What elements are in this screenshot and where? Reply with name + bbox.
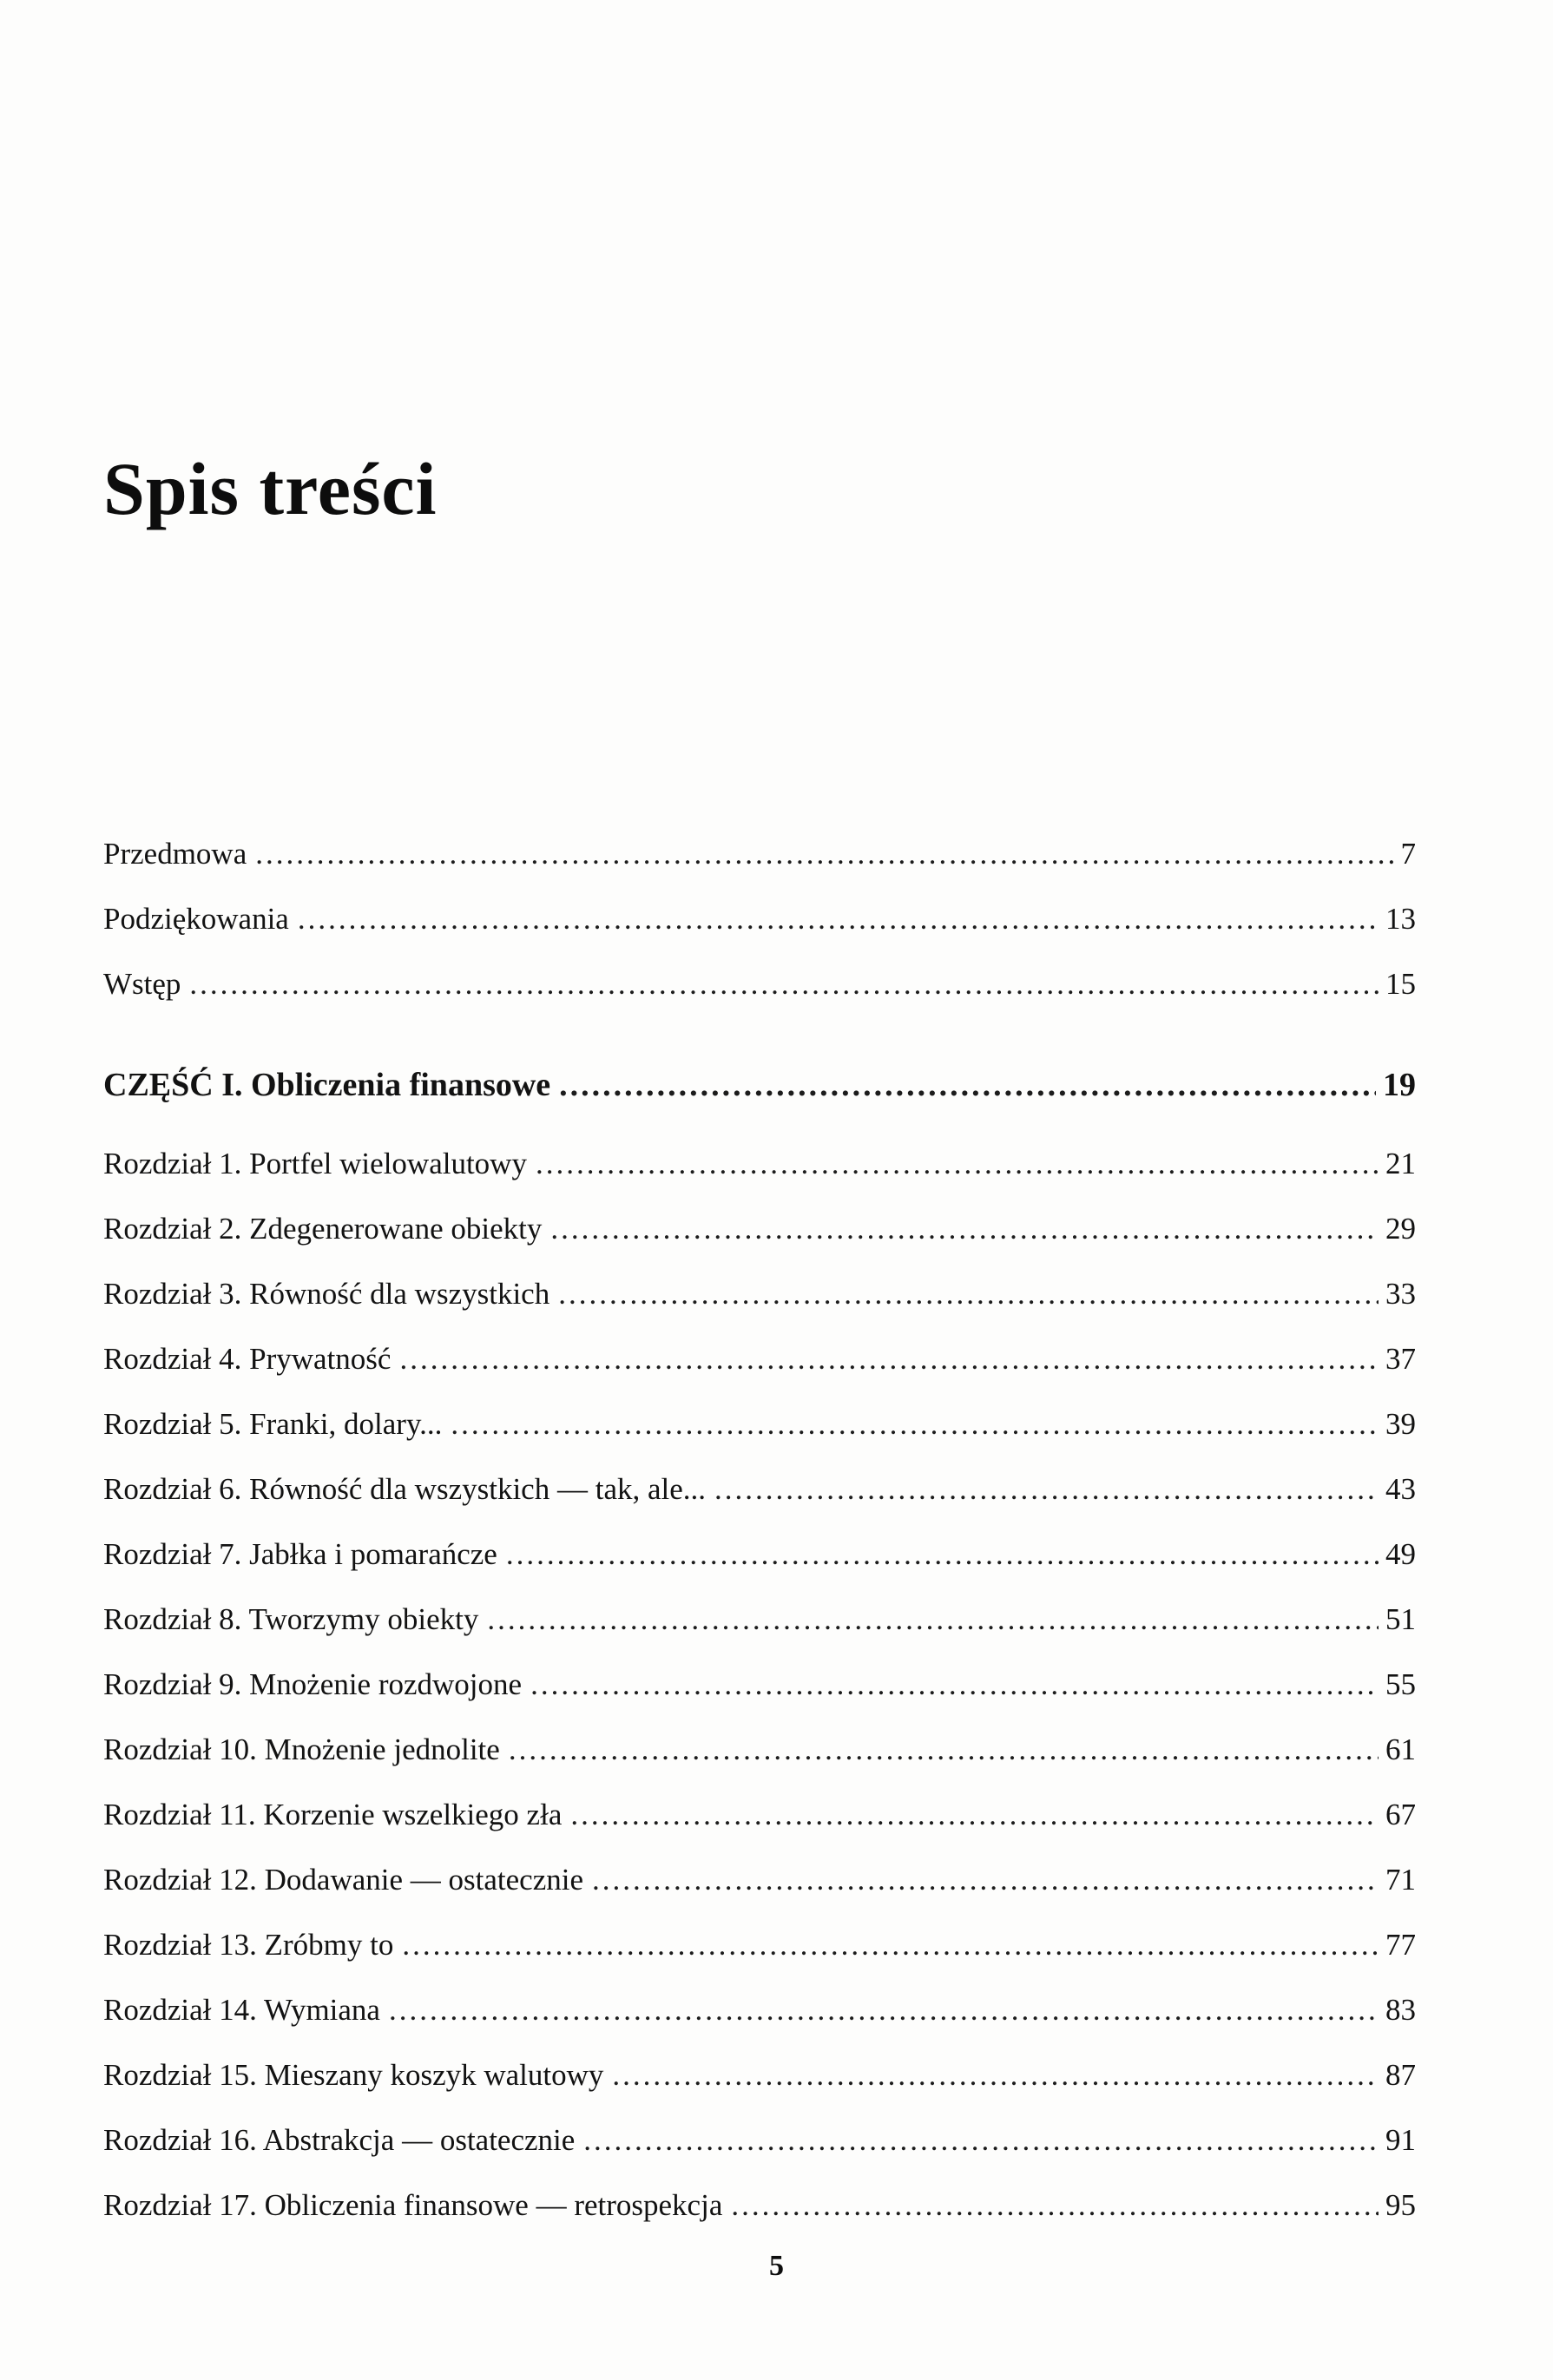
dot-leader (583, 2107, 1379, 2173)
dot-leader (487, 1587, 1379, 1652)
dot-leader (189, 951, 1379, 1016)
toc-entry-page: 21 (1385, 1147, 1416, 1180)
dot-leader (530, 1652, 1379, 1717)
toc-entry-label: Rozdział 9. Mnożenie rozdwojone (103, 1667, 523, 1701)
dot-leader (451, 1391, 1379, 1456)
toc-entry (103, 1456, 1416, 1522)
toc-entry-page: 33 (1385, 1277, 1416, 1311)
toc-entry-label: Rozdział 16. Abstrakcja — ostatecznie (103, 2123, 576, 2157)
toc-entry-page: 37 (1385, 1342, 1416, 1376)
toc-entry-label: Rozdział 13. Zróbmy to (103, 1928, 394, 1962)
toc-entry-label: Rozdział 11. Korzenie wszelkiego zła (103, 1798, 563, 1831)
dot-leader (558, 1261, 1379, 1326)
toc-entry-label: Rozdział 8. Tworzymy obiekty (103, 1602, 479, 1636)
toc-entry (103, 821, 1416, 886)
dot-leader (592, 1847, 1379, 1912)
toc-entry (103, 1196, 1416, 1261)
toc-entry-label: Rozdział 14. Wymiana (103, 1993, 380, 2027)
toc-entry (103, 1847, 1416, 1912)
toc-entry-page: 51 (1385, 1602, 1416, 1636)
toc-entry-page: 13 (1385, 902, 1416, 936)
toc-entry-page: 55 (1385, 1667, 1416, 1701)
toc-entry (103, 1717, 1416, 1782)
toc-entry (103, 1782, 1416, 1847)
toc-entry-page: 43 (1385, 1472, 1416, 1506)
toc-entry-label: Rozdział 12. Dodawanie — ostatecznie (103, 1863, 583, 1897)
toc-entry (103, 1912, 1416, 1977)
toc-entry (103, 886, 1416, 951)
chapters-section (103, 1131, 1416, 2238)
dot-leader (536, 1131, 1379, 1196)
toc-entry (103, 1131, 1416, 1196)
page-number: 5 (769, 2250, 784, 2282)
toc-entry-page: 83 (1385, 1993, 1416, 2027)
toc-entry (103, 2173, 1416, 2238)
toc-entry-label: Rozdział 3. Równość dla wszystkich (103, 1277, 550, 1311)
toc-entry (103, 951, 1416, 1016)
toc-entry (103, 2107, 1416, 2173)
toc-entry-label: Rozdział 15. Mieszany koszyk walutowy (103, 2058, 604, 2092)
toc-entry-label: Rozdział 10. Mnożenie jednolite (103, 1732, 500, 1766)
page-title: Spis treści (103, 447, 438, 530)
toc-entry-page: 39 (1385, 1407, 1416, 1441)
toc-entry-page: 77 (1385, 1928, 1416, 1962)
dot-leader (550, 1196, 1379, 1261)
dot-leader (389, 1977, 1379, 2042)
toc-entry (103, 1977, 1416, 2042)
toc-entry-page: 91 (1385, 2123, 1416, 2157)
dot-leader (509, 1717, 1379, 1782)
dot-leader (298, 886, 1379, 951)
toc-entry-page: 87 (1385, 2058, 1416, 2092)
toc-entry (103, 1652, 1416, 1717)
toc-entry-page: 29 (1385, 1212, 1416, 1246)
dot-leader (570, 1782, 1379, 1847)
toc-entry (103, 1587, 1416, 1652)
toc-entry-label: Rozdział 2. Zdegenerowane obiekty (103, 1212, 543, 1246)
toc-entry-page: 95 (1385, 2188, 1416, 2222)
toc-entry (103, 2042, 1416, 2107)
toc-entry-label: Rozdział 4. Prywatność (103, 1342, 392, 1376)
toc-entry-page: 15 (1385, 967, 1416, 1001)
dot-leader (612, 2042, 1379, 2107)
toc-entry (103, 1391, 1416, 1456)
toc-entry-page: 71 (1385, 1863, 1416, 1897)
toc-entry-page: 67 (1385, 1798, 1416, 1831)
dot-leader (714, 1456, 1379, 1522)
toc-entry (103, 1049, 1416, 1121)
dot-leader (399, 1326, 1379, 1391)
dot-leader (255, 821, 1393, 886)
toc-entry-label: Rozdział 1. Portfel wielowalutowy (103, 1147, 527, 1180)
toc-entry-label: Rozdział 7. Jabłka i pomarańcze (103, 1537, 497, 1571)
toc-list (103, 821, 1416, 2238)
dot-leader (506, 1522, 1379, 1587)
toc-entry-label: Podziękowania (103, 902, 289, 936)
front-matter-section (103, 821, 1416, 1016)
toc-entry-label: Rozdział 17. Obliczenia finansowe — retrospekcja (103, 2188, 723, 2222)
toc-entry-label: CZĘŚĆ I. Obliczenia finansowe (103, 1067, 551, 1103)
toc-entry-label: Rozdział 6. Równość dla wszystkich — tak, ale... (103, 1472, 707, 1506)
part-heading-section (103, 1049, 1416, 1121)
toc-entry-label: Rozdział 5. Franki, dolary... (103, 1407, 443, 1441)
toc-entry-label: Wstęp (103, 967, 181, 1001)
dot-leader (402, 1912, 1379, 1977)
toc-entry (103, 1261, 1416, 1326)
toc-entry-page: 61 (1385, 1732, 1416, 1766)
toc-entry (103, 1326, 1416, 1391)
dot-leader (559, 1049, 1376, 1121)
toc-entry-page: 19 (1383, 1067, 1416, 1103)
toc-entry-label: Przedmowa (103, 837, 247, 871)
toc-entry-page: 7 (1400, 837, 1416, 871)
toc-entry-page: 49 (1385, 1537, 1416, 1571)
toc-entry (103, 1522, 1416, 1587)
dot-leader (731, 2173, 1379, 2238)
